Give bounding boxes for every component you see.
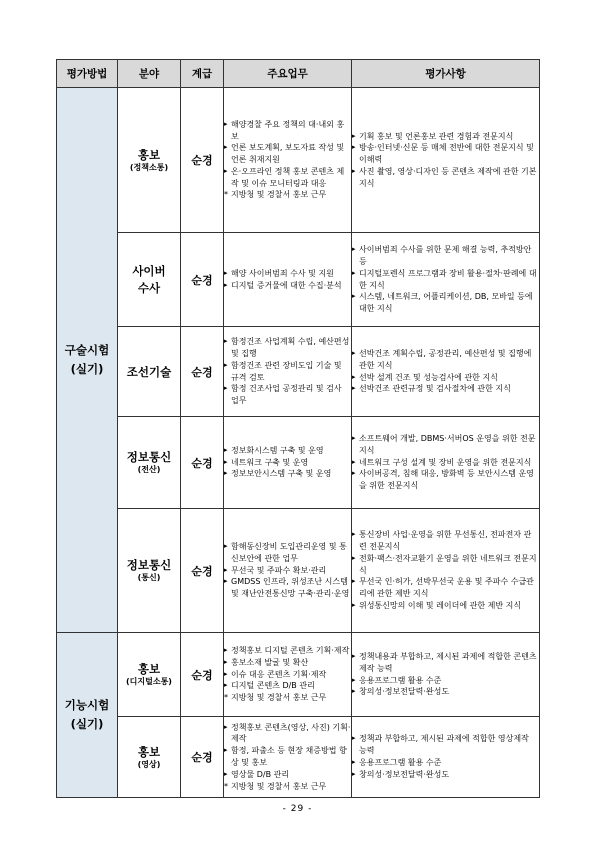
bullet-item: ▸ 정책내용과 부합하고, 제시된 과제에 적합한 콘텐츠 제작 능력 — [352, 651, 539, 675]
method-label: 기능시험 — [64, 698, 110, 712]
bullet-item: ▸ 정책홍보 콘텐츠(영상, 사진) 기획·제작 — [224, 722, 351, 746]
bullet-item: ▸ 무선국 및 주파수 확보·관리 — [224, 565, 351, 577]
bullet-item: ▸ 방송·인터넷·신문 등 매체 전반에 대한 전문지식 및 이해력 — [352, 142, 539, 166]
bullet-item: ▸ 해양경찰 주요 정책의 대·내외 홍보 — [224, 119, 351, 143]
bullet-item: ▸ 네트워크 구축 및 운영 — [224, 457, 351, 469]
field-name: 홍보 — [137, 744, 161, 759]
duties-list — [224, 645, 351, 704]
evaluation-list — [352, 733, 539, 780]
evaluation-list — [352, 348, 539, 395]
note-item: * 지방청 및 경찰서 홍보 근무 — [224, 189, 351, 201]
field-cell — [118, 509, 181, 633]
evaluation-list — [352, 131, 539, 190]
bullet-item: ▸ 전화·팩스·전자교환기 운영을 위한 네트워크 전문지식 — [352, 553, 539, 577]
duties-cell — [224, 88, 352, 233]
field-name: 홍보 — [137, 662, 161, 676]
grade-cell: 순경 — [181, 509, 224, 633]
table-row — [57, 509, 540, 633]
field-cell — [118, 633, 181, 717]
evaluation-cell — [352, 633, 540, 717]
note-item: * 지방청 및 경찰서 홍보 근무 — [224, 692, 351, 704]
grade-cell: 순경 — [181, 233, 224, 327]
duties-cell — [224, 633, 352, 717]
header-field: 분야 — [118, 60, 181, 88]
duties-cell — [224, 327, 352, 417]
bullet-item: ▸ 무선국 인·허가, 선박무선국 운용 및 주파수 수급관리에 관한 제반 지식 — [352, 576, 539, 600]
evaluation-cell — [352, 509, 540, 633]
field-cell — [118, 327, 181, 417]
bullet-item: ▸ 사이버범죄 수사를 위한 문제 해결 능력, 추적방안 등 — [352, 244, 539, 268]
bullet-item: ▸ 언론 보도계획, 보도자료 작성 및 언론 취재지원 — [224, 142, 351, 166]
header-row — [57, 60, 540, 88]
duties-list — [224, 119, 351, 202]
field-subname: (전산) — [137, 465, 161, 474]
bullet-item: ▸ 함정건조 사업계획 수립, 예산편성 및 집행 — [224, 336, 351, 360]
field-name: 조선기술 — [126, 364, 172, 379]
bullet-item: ▸ 디지털 콘텐츠 D/B 관리 — [224, 680, 351, 692]
duties-list — [224, 336, 351, 407]
header-grade: 계급 — [181, 60, 224, 88]
bullet-item: ▸ 사진 촬영, 영상·디자인 등 콘텐츠 제작에 관한 기본 지식 — [352, 166, 539, 190]
bullet-item: ▸ 이슈 대응 콘텐츠 기획·제작 — [224, 669, 351, 681]
field-cell — [118, 417, 181, 509]
evaluation-list — [352, 651, 539, 698]
method-cell — [57, 88, 118, 633]
evaluation-table — [56, 59, 540, 798]
bullet-item: ▸ 디지털포렌식 프로그램과 장비 활용·절차·판례에 대한 지식 — [352, 268, 539, 292]
field-name: 사이버 수사 — [132, 263, 166, 295]
field-cell — [118, 88, 181, 233]
header-evaluation: 평가사항 — [352, 60, 540, 88]
field-subname: (정책소통) — [129, 162, 169, 172]
duties-list — [224, 541, 351, 600]
duties-list — [224, 268, 351, 292]
bullet-item: ▸ GMDSS 인프라, 위성조난 시스템 및 재난안전통신망 구축·관리·운영 — [224, 576, 351, 600]
field-name: 홍보 — [137, 147, 161, 162]
bullet-item: ▸ 응용프로그램 활용 수준 — [352, 675, 539, 687]
duties-cell — [224, 509, 352, 633]
bullet-item: ▸ 영상물 D/B 관리 — [224, 769, 351, 781]
bullet-item: ▸ 기획 홍보 및 언론홍보 관련 경험과 전문지식 — [352, 131, 539, 143]
field-cell — [118, 233, 181, 327]
bullet-item: ▸ 함정, 파출소 등 현장 채증방법 향상 및 홍보 — [224, 745, 351, 769]
method-label: 구술시험 — [64, 343, 110, 357]
evaluation-cell — [352, 417, 540, 509]
duties-cell — [224, 417, 352, 509]
evaluation-list — [352, 244, 539, 315]
bullet-item: ▸ 온·오프라인 정책 홍보 콘텐츠 제작 및 이슈 모니터링과 대응 — [224, 166, 351, 190]
bullet-item: ▸ 정보보안시스템 구축 및 운영 — [224, 468, 351, 480]
bullet-item: ▸ 통신장비 사업·운영을 위한 무선통신, 전파전자 관련 전문지식 — [352, 529, 539, 553]
bullet-item: ▸ 선박 설계 건조 및 성능검사에 관한 지식 — [352, 372, 539, 384]
method-label: (실기) — [70, 717, 104, 731]
evaluation-cell — [352, 717, 540, 798]
table-row — [57, 233, 540, 327]
evaluation-list — [352, 529, 539, 612]
bullet-item: ▸ 함정건조 관련 장비도입 기술 및 규격 검토 — [224, 360, 351, 384]
bullet-item: ▸ 정책과 부합하고, 제시된 과제에 적합한 영상제작 능력 — [352, 733, 539, 757]
bullet-item: ▸ 함정 건조사업 공정관리 및 검사 업무 — [224, 383, 351, 407]
table-row — [57, 327, 540, 417]
bullet-item: ▸ 함해동신장비 도입관리운영 및 통신보안에 관한 업무 — [224, 541, 351, 565]
grade-cell: 순경 — [181, 633, 224, 717]
bullet-item: ▸ 사이버공격, 침해 대응, 방화벽 등 보안시스템 운영을 위한 전문지식 — [352, 468, 539, 492]
grade-cell: 순경 — [181, 327, 224, 417]
table-row — [57, 717, 540, 798]
bullet-item: ▸ 소프트웨어 개발, DBMS·서버OS 운영을 위한 전문지식 — [352, 433, 539, 457]
bullet-item: ▸ 네트워크 구성 설계 및 장비 운영을 위한 전문지식 — [352, 457, 539, 469]
bullet-item: ▸ 창의성·정보전달력·완성도 — [352, 769, 539, 781]
bullet-item: ▸ 정책홍보 디지털 콘텐츠 기획·제작 — [224, 645, 351, 657]
method-label: (실기) — [70, 362, 104, 376]
evaluation-cell — [352, 233, 540, 327]
bullet-item: ▸ 디지털 증거물에 대한 수집·분석 — [224, 280, 351, 292]
duties-cell — [224, 233, 352, 327]
bullet-item: ▸ 위성통신망의 이해 및 레이더에 관한 제반 지식 — [352, 600, 539, 612]
bullet-item: ▸ 선박건조 관련규정 및 검사절차에 관한 지식 — [352, 383, 539, 395]
bullet-item: ▸ 응용프로그램 활용 수준 — [352, 757, 539, 769]
header-duties: 주요업무 — [224, 60, 352, 88]
grade-cell: 순경 — [181, 717, 224, 798]
table-row — [57, 633, 540, 717]
note-item: * 지방청 및 경찰서 홍보 근무 — [224, 781, 351, 793]
grade-cell: 순경 — [181, 417, 224, 509]
duties-cell — [224, 717, 352, 798]
bullet-item: ▸ 해양 사이버범죄 수사 및 지원 — [224, 268, 351, 280]
bullet-item: ▸ 창의성·정보전달력·완성도 — [352, 686, 539, 698]
field-subname: (영상) — [137, 759, 161, 769]
field-cell — [118, 717, 181, 798]
field-subname: (디지털소통) — [126, 677, 172, 686]
table-row — [57, 88, 540, 233]
page-number: - 29 - — [282, 804, 313, 814]
field-name: 정보통신 — [126, 450, 172, 464]
bullet-item: ▸ 정보화시스템 구축 및 운영 — [224, 445, 351, 457]
header-method: 평가방법 — [57, 60, 118, 88]
bullet-item: ▸ 홍보소재 발굴 및 확산 — [224, 657, 351, 669]
method-cell — [57, 633, 118, 798]
grade-cell: 순경 — [181, 88, 224, 233]
field-name: 정보통신 — [126, 558, 172, 572]
duties-list — [224, 445, 351, 480]
table-row — [57, 417, 540, 509]
duties-list — [224, 722, 351, 793]
bullet-item: ▸ 시스템, 네트워크, 어플리케이션, DB, 모바일 등에 대한 지식 — [352, 291, 539, 315]
field-subname: (통신) — [137, 573, 161, 582]
evaluation-cell — [352, 327, 540, 417]
evaluation-cell — [352, 88, 540, 233]
evaluation-list — [352, 433, 539, 492]
bullet-item: ▸ 선박건조 계획수립, 공정관리, 예산편성 및 집행에 관한 지식 — [352, 348, 539, 372]
